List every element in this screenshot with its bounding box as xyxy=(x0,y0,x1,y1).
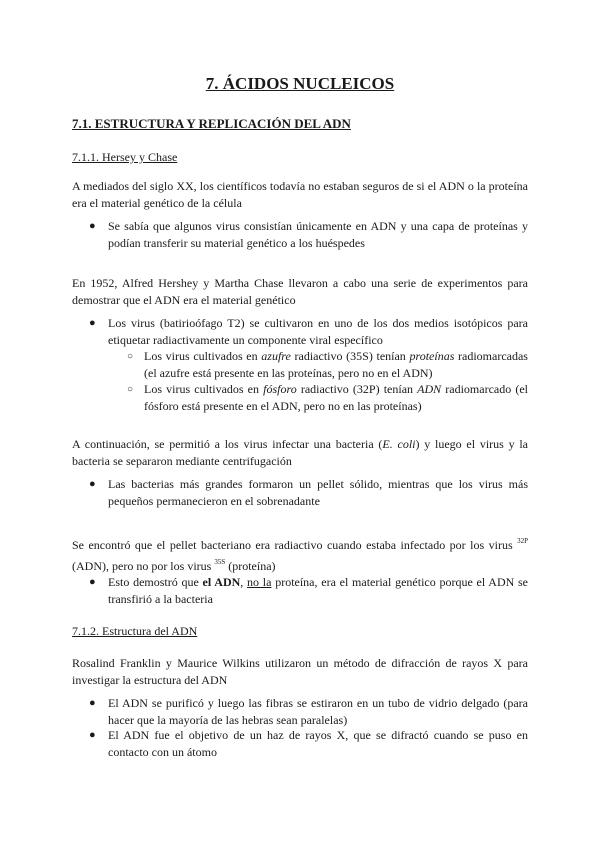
subbullet-sulfur xyxy=(127,348,528,382)
paragraph-experiments: En 1952, Alfred Hershey y Martha Chase llevaron a cabo una serie de experimentos para demostrar que el ADN era el material genético xyxy=(72,276,528,307)
bullet-viruses-cultivated xyxy=(89,315,528,349)
subsection-heading-dna-structure: 7.1.2. Estructura del ADN xyxy=(72,624,198,638)
paragraph-intro: A mediados del siglo XX, los científicos todavía no estaban seguros de si el ADN o la proteína era el material genético de la célula xyxy=(72,179,528,210)
bullet-dna-purified xyxy=(89,695,528,729)
bullet-icon: ● xyxy=(89,478,96,490)
paragraph-franklin-wilkins: Rosalind Franklin y Maurice Wilkins utilizaron un método de difracción de rayos X para investigar la estructura del ADN xyxy=(72,656,528,687)
paragraph-infection: A continuación, se permitió a los virus infectar una bacteria (E. coli) y luego el virus y la bacteria se separaron mediante centrifugación xyxy=(72,437,528,468)
circle-bullet-icon: ○ xyxy=(127,384,134,395)
bullet-icon: ● xyxy=(89,576,96,588)
bullet-pellet xyxy=(89,476,528,510)
page-title: 7. ÁCIDOS NUCLEICOS xyxy=(205,74,395,93)
bullet-icon: ● xyxy=(89,220,96,232)
bullet-icon: ● xyxy=(89,697,96,709)
subbullet-phosphorus xyxy=(127,381,529,415)
bullet-text: El ADN fue el objetivo de un haz de rayos X, que se difractó cuando se puso en contacto con un átomo xyxy=(108,728,528,759)
paragraph-radioactive: Se encontró que el pellet bacteriano era radiactivo cuando estaba infectado por los virus $^{32P}$ (ADN), pero no por los virus $^{35S}$ (proteína) xyxy=(72,537,528,573)
subbullet-text: Los virus cultivados en azufre radiactivo (35S) tenían proteínas radiomarcadas (el azufre está presente en las proteínas, pero no en el ADN) xyxy=(144,349,528,380)
bullet-text: Los virus (batirioófago T2) se cultivaron en uno de los dos medios isotópicos para etiquetar radiactivamente un componente viral específico xyxy=(108,316,528,347)
bullet-text: El ADN se purificó y luego las fibras se estiraron en un tubo de vidrio delgado (para hacer que la mayoría de las hebras sean paralelas) xyxy=(108,696,528,727)
subbullet-text: Los virus cultivados en fósforo radiactivo (32P) tenían ADN radiomarcado (el fósforo está presente en el ADN, pero no en las proteínas) xyxy=(144,382,529,413)
bullet-text: Se sabía que algunos virus consistían únicamente en ADN y una capa de proteínas y podían transferir su material genético a los huéspedes xyxy=(108,219,528,250)
bullet-virus-dna xyxy=(89,218,528,252)
bullet-text: Esto demostró que el ADN, no la proteína, era el material genético porque el ADN se transfirió a la bacteria xyxy=(108,575,529,606)
bullet-xray-beam xyxy=(89,727,528,761)
circle-bullet-icon: ○ xyxy=(127,351,134,362)
bullet-icon: ● xyxy=(89,729,96,741)
bullet-text: Las bacterias más grandes formaron un pellet sólido, mientras que los virus más pequeños permanecieron en el sobrenadante xyxy=(108,477,528,508)
bullet-icon: ● xyxy=(89,317,96,329)
subsection-heading-hershey-chase: 7.1.1. Hersey y Chase xyxy=(72,150,178,164)
section-heading: 7.1. ESTRUCTURA Y REPLICACIÓN DEL ADN xyxy=(72,116,351,131)
bullet-conclusion xyxy=(89,574,529,608)
